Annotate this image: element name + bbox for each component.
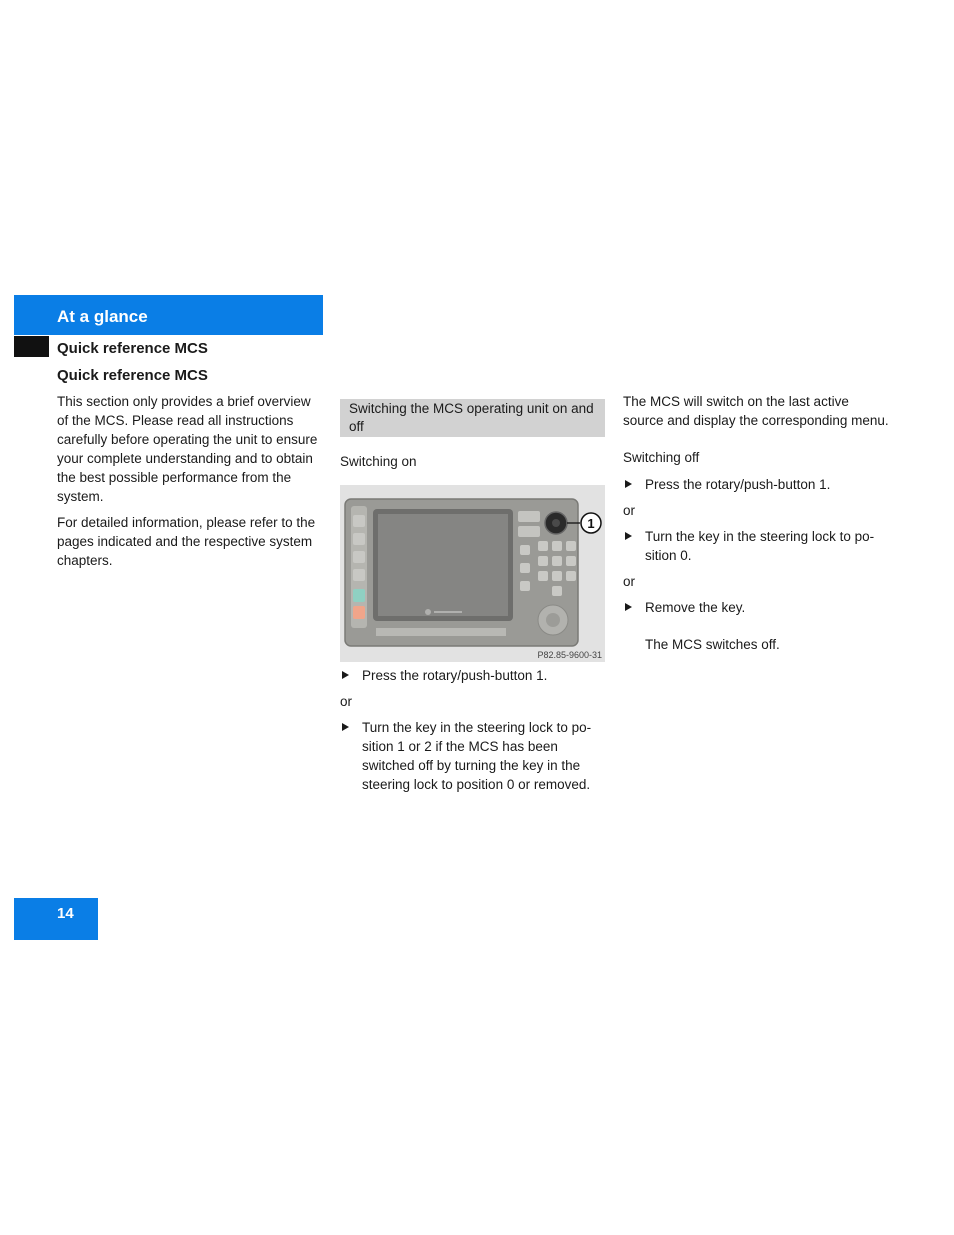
switch-on-steps: [340, 666, 606, 794]
intro-column: [57, 392, 323, 577]
section-header: [14, 295, 323, 335]
switching-on-label: Switching on: [340, 454, 417, 469]
page-title: Quick reference MCS: [57, 367, 208, 384]
procedure-heading: Switching the MCS operating unit on and off: [349, 401, 594, 434]
page-number-box: [14, 898, 98, 940]
bullet-arrow-icon: [342, 671, 349, 679]
procedure-heading-box: [340, 399, 605, 437]
list-item: Remove the key.: [623, 598, 893, 617]
intro-paragraph: This section only provides a brief overview of the MCS. Please read all instructions carefully before operating the unit to ensure your complete understanding and to obtain the best possible performance from the system.: [57, 394, 318, 504]
switch-off-result: The MCS switches off.: [645, 637, 780, 652]
section-tab-marker: [14, 336, 49, 357]
section-title: At a glance: [57, 307, 148, 326]
bullet-arrow-icon: [625, 480, 632, 488]
right-column: [623, 392, 893, 654]
or-separator: or: [623, 503, 636, 518]
or-separator: or: [623, 574, 636, 589]
image-code: P82.85-9600-31: [537, 650, 602, 660]
callout-number: 1: [587, 516, 595, 531]
running-subheader: Quick reference MCS: [57, 340, 208, 357]
list-item: Press the rotary/push-button 1.: [623, 475, 893, 494]
bullet-arrow-icon: [625, 532, 632, 540]
page-number: 14: [57, 905, 74, 922]
intro-paragraph: For detailed information, please refer to the pages indicated and the respective system chapters.: [57, 515, 316, 568]
switch-on-result: The MCS will switch on the last active source and display the corresponding menu.: [623, 394, 889, 428]
switching-off-label: Switching off: [623, 450, 700, 465]
bullet-arrow-icon: [625, 603, 632, 611]
list-item: Press the rotary/push-button 1.: [340, 666, 606, 685]
or-separator: or: [340, 694, 353, 709]
mcs-unit-photo: [340, 485, 605, 662]
list-item: Turn the key in the steering lock to position 1 or 2 if the MCS has been switched off by turning the key in the steering lock to position 0 or removed.: [340, 718, 606, 794]
list-item: Turn the key in the steering lock to position 0.: [623, 527, 893, 565]
bullet-arrow-icon: [342, 723, 349, 731]
